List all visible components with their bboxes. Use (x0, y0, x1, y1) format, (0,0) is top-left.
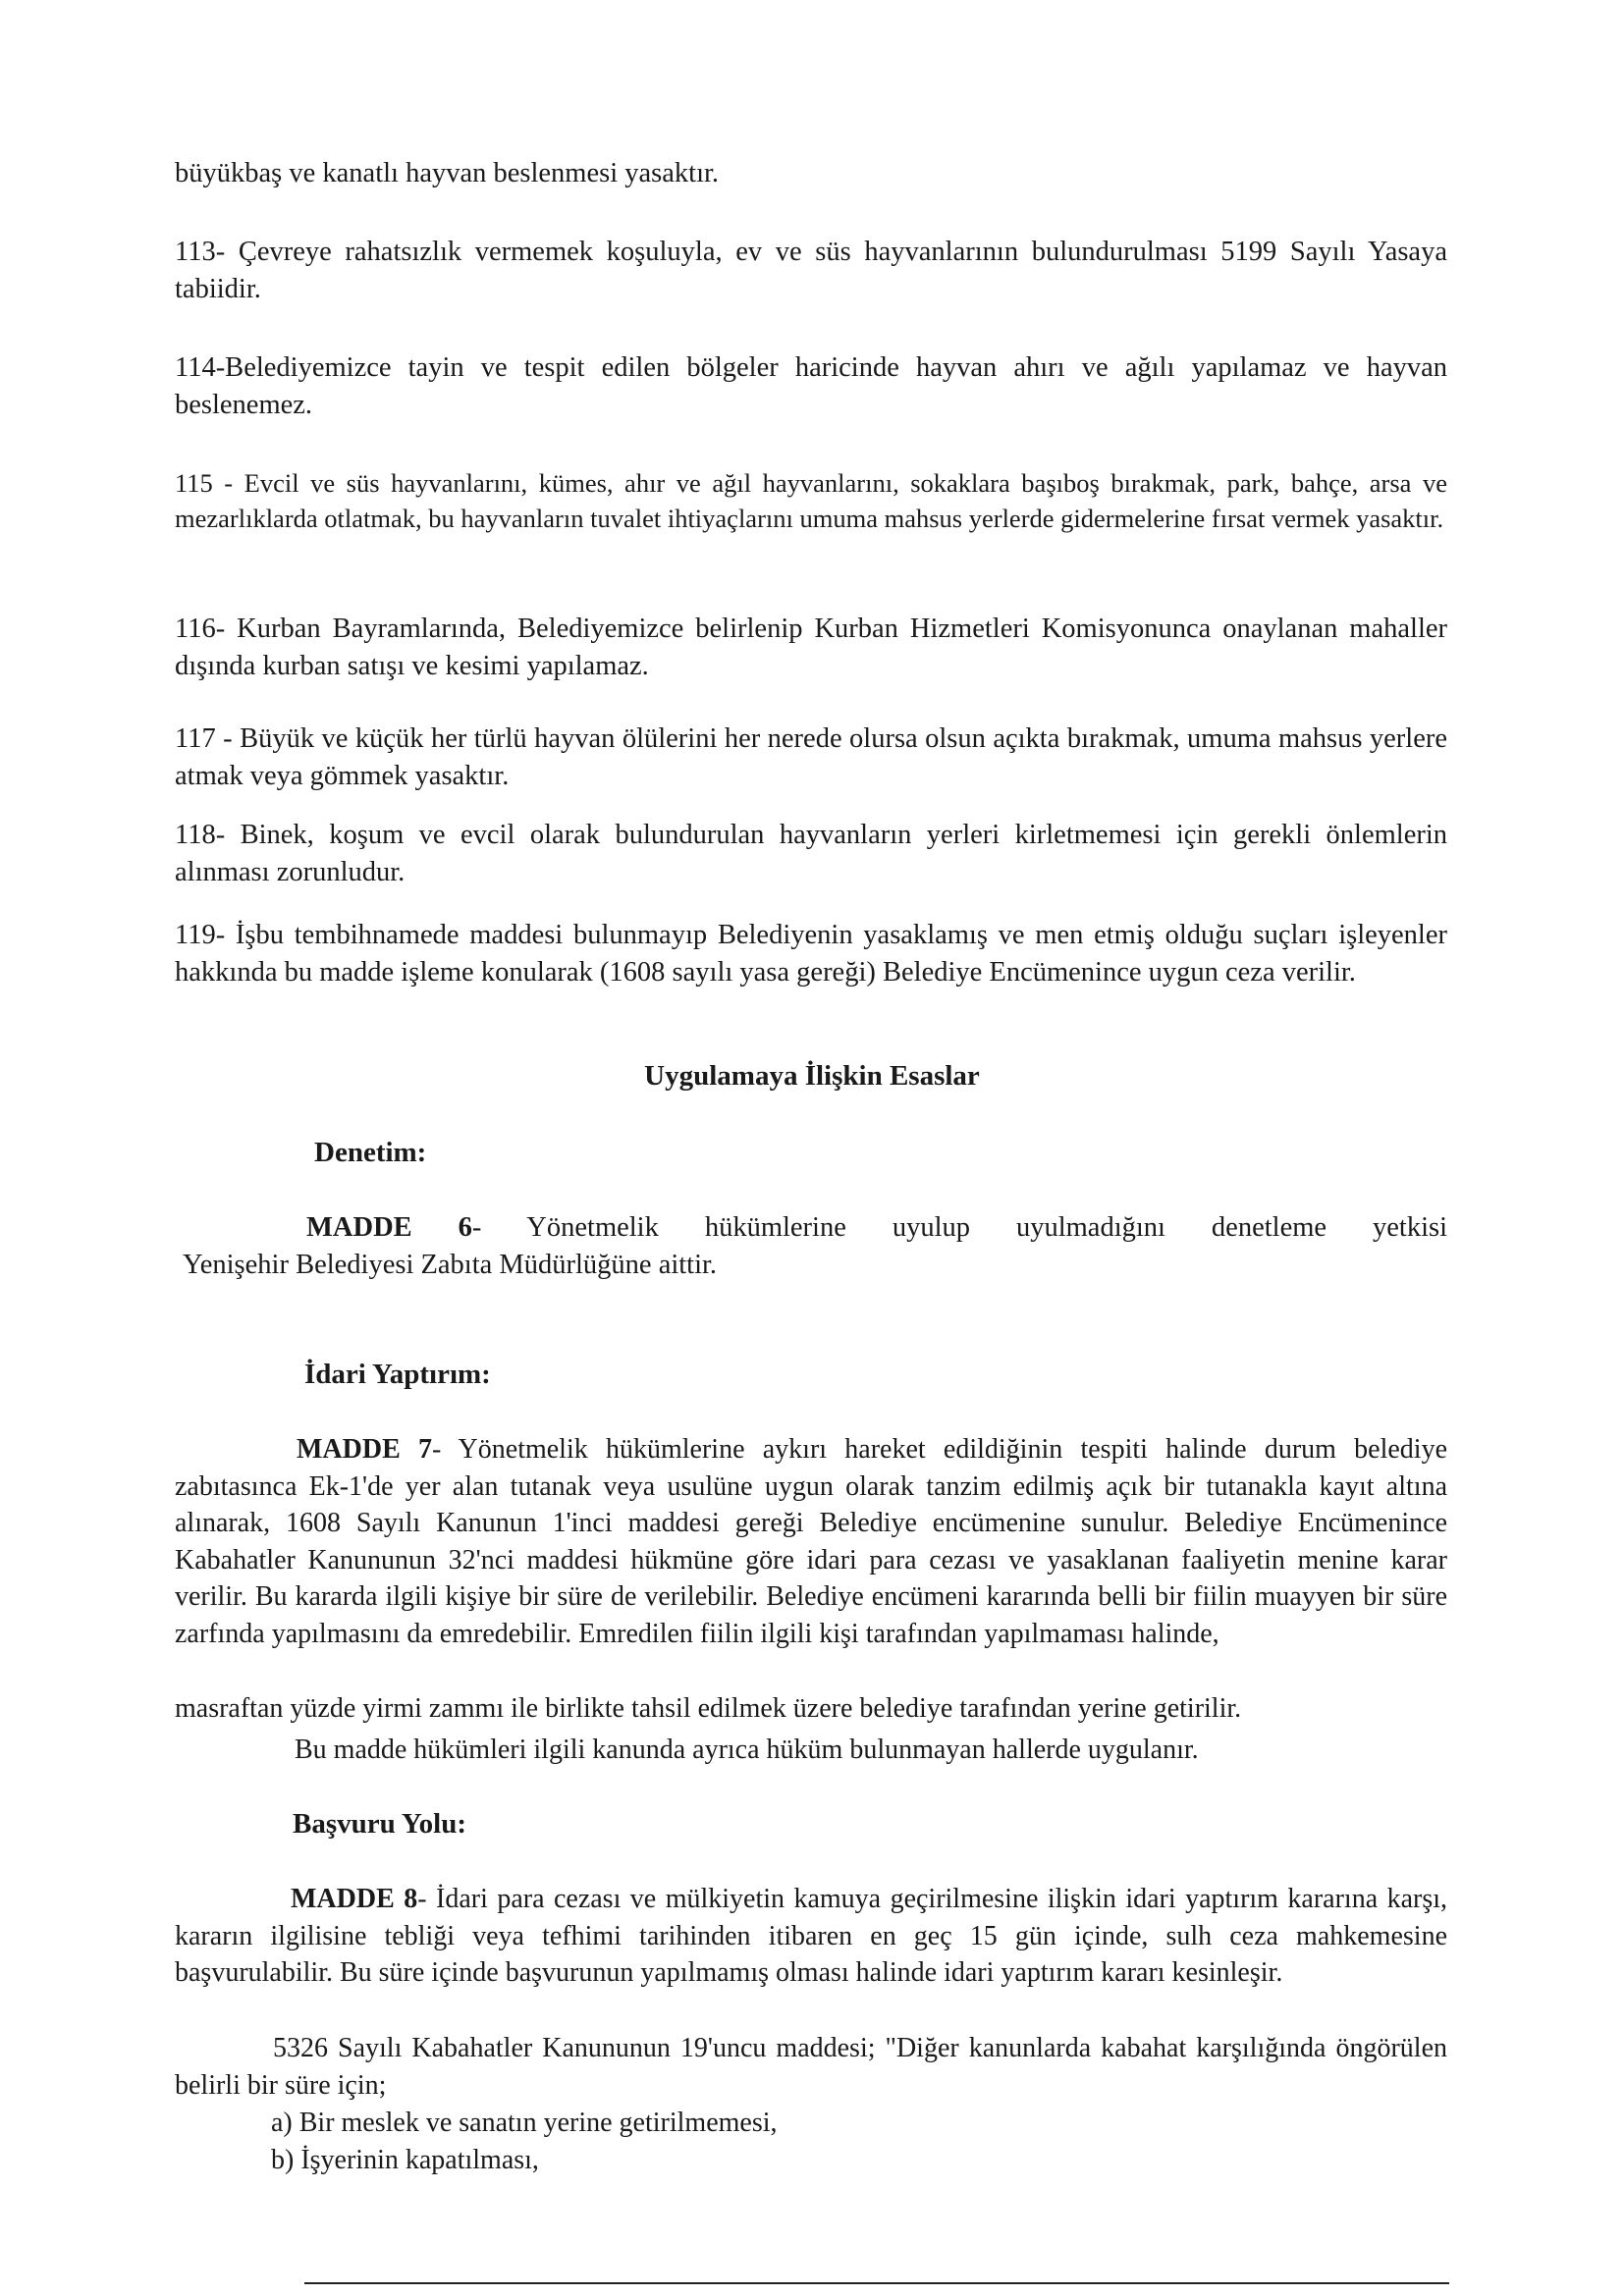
madde-6-text-line2: Yenişehir Belediyesi Zabıta Müdürlüğüne aittir. (183, 1250, 718, 1280)
madde-7-extra: Bu madde hükümleri ilgili kanunda ayrıca hüküm bulunmayan hallerde uygulanır. (295, 1735, 1199, 1765)
paragraph-118: 118- Binek, koşum ve evcil olarak bulundurulan hayvanların yerleri kirletmemesi için gerekli önlemlerin alınması zorunludur. (175, 820, 1447, 887)
idari-yaptirim-heading: İdari Yaptırım: (304, 1359, 491, 1390)
madde-7-paragraph (175, 1431, 1447, 1652)
madde-7-text: - Yönetmelik hükümlerine aykırı hareket edildiğinin tespiti halinde durum belediye zabıtasınca Ek-1'de yer alan tutanak veya usulüne uygun olarak tanzim edilmiş açık bir tutanakla kayıt altına alınarak, 1608 Sayılı Kanunun 1'inci maddesi gereği Belediye encümenine sunulur. Belediye Encümenince Kabahatler Kanununun 32'nci maddesi hükmüne göre idari para cezası ve yasaklanan faaliyetin menine karar verilir. Bu kararda ilgili kişiye bir süre de verilebilir. Belediye encümeni kararında belli bir fiilin muayyen bir süre zarfında yapılmasını da emredebilir. Emredilen fiilin ilgili kişi tarafından yapılmaması halinde, (175, 1434, 1447, 1649)
madde-7-label: MADDE 7 (297, 1434, 433, 1465)
madde-6-label: MADDE 6 (306, 1212, 472, 1243)
paragraph-116: 116- Kurban Bayramlarında, Belediyemizce belirlenip Kurban Hizmetleri Komisyonunca onaylanan mahaller dışında kurban satışı ve kesimi yapılamaz. (175, 614, 1447, 681)
paragraph-117: 117 - Büyük ve küçük her türlü hayvan ölülerini her nerede olursa olsun açıkta bırakmak, umuma mahsus yerlere atmak veya gömmek yasaktır. (175, 723, 1447, 791)
madde-6-text: - Yönetmelik hükümlerine uyulup uyulmadığını denetleme yetkisi (471, 1212, 1448, 1243)
paragraph-115: 115 - Evcil ve süs hayvanlarını, kümes, ahır ve ağıl hayvanlarını, sokaklara başıboş bırakmak, park, bahçe, arsa ve mezarlıklarda otlatmak, bu hayvanların tuvalet ihtiyaçlarını umuma mahsus yerlerde gidermelerine fırsat vermek yasaktır. (175, 468, 1447, 533)
paragraph-continuation: büyükbaş ve kanatlı hayvan beslenmesi yasaktır. (175, 158, 720, 188)
paragraph-113: 113- Çevreye rahatsızlık vermemek koşuluyla, ev ve süs hayvanlarının bulundurulması 5199 Sayılı Yasaya tabiidir. (175, 237, 1447, 304)
madde-8-text: - İdari para cezası ve mülkiyetin kamuya geçirilmesine ilişkin idari yaptırım kararına karşı, kararın ilgilisine tebliği veya tefhimi tarihinden itibaren en geç 15 gün içinde, sulh ceza mahkemesine başvurulabilir. Bu süre içinde başvurunun yapılmamış olması halinde idari yaptırım kararı kesinleşir. (175, 1884, 1448, 1988)
madde-6-paragraph (185, 1209, 1447, 1247)
section-title: Uygulamaya İlişkin Esaslar (644, 1060, 980, 1092)
list-item-b: b) İşyerinin kapatılması, (271, 2145, 539, 2175)
madde-7-text-last: masraftan yüzde yirmi zammı ile birlikte tahsil edilmek üzere belediye tarafından yerine getirilir. (175, 1693, 1242, 1724)
denetim-heading: Denetim: (314, 1137, 427, 1168)
madde-8-label: MADDE 8 (291, 1884, 418, 1914)
paragraph-119: 119- İşbu tembihnamede maddesi bulunmayıp Belediyenin yasaklamış ve men etmiş olduğu suçları işleyenler hakkında bu madde işleme konularak (1608 sayılı yasa gereği) Belediye Encümenince uygun ceza verilir. (175, 920, 1447, 988)
basvuru-yolu-heading: Başvuru Yolu: (293, 1808, 467, 1840)
paragraph-114: 114-Belediyemizce tayin ve tespit edilen bölgeler haricinde hayvan ahırı ve ağılı yapılamaz ve hayvan beslenemez. (175, 352, 1447, 420)
madde-8-paragraph (175, 1881, 1447, 1992)
footer-rule (304, 2282, 1449, 2284)
list-item-a: a) Bir meslek ve sanatın yerine getirilmemesi, (271, 2108, 778, 2138)
madde-8-text2: 5326 Sayılı Kabahatler Kanununun 19'uncu maddesi; "Diğer kanunlarda kabahat karşılığında öngörülen belirli bir süre için; (175, 2033, 1447, 2101)
